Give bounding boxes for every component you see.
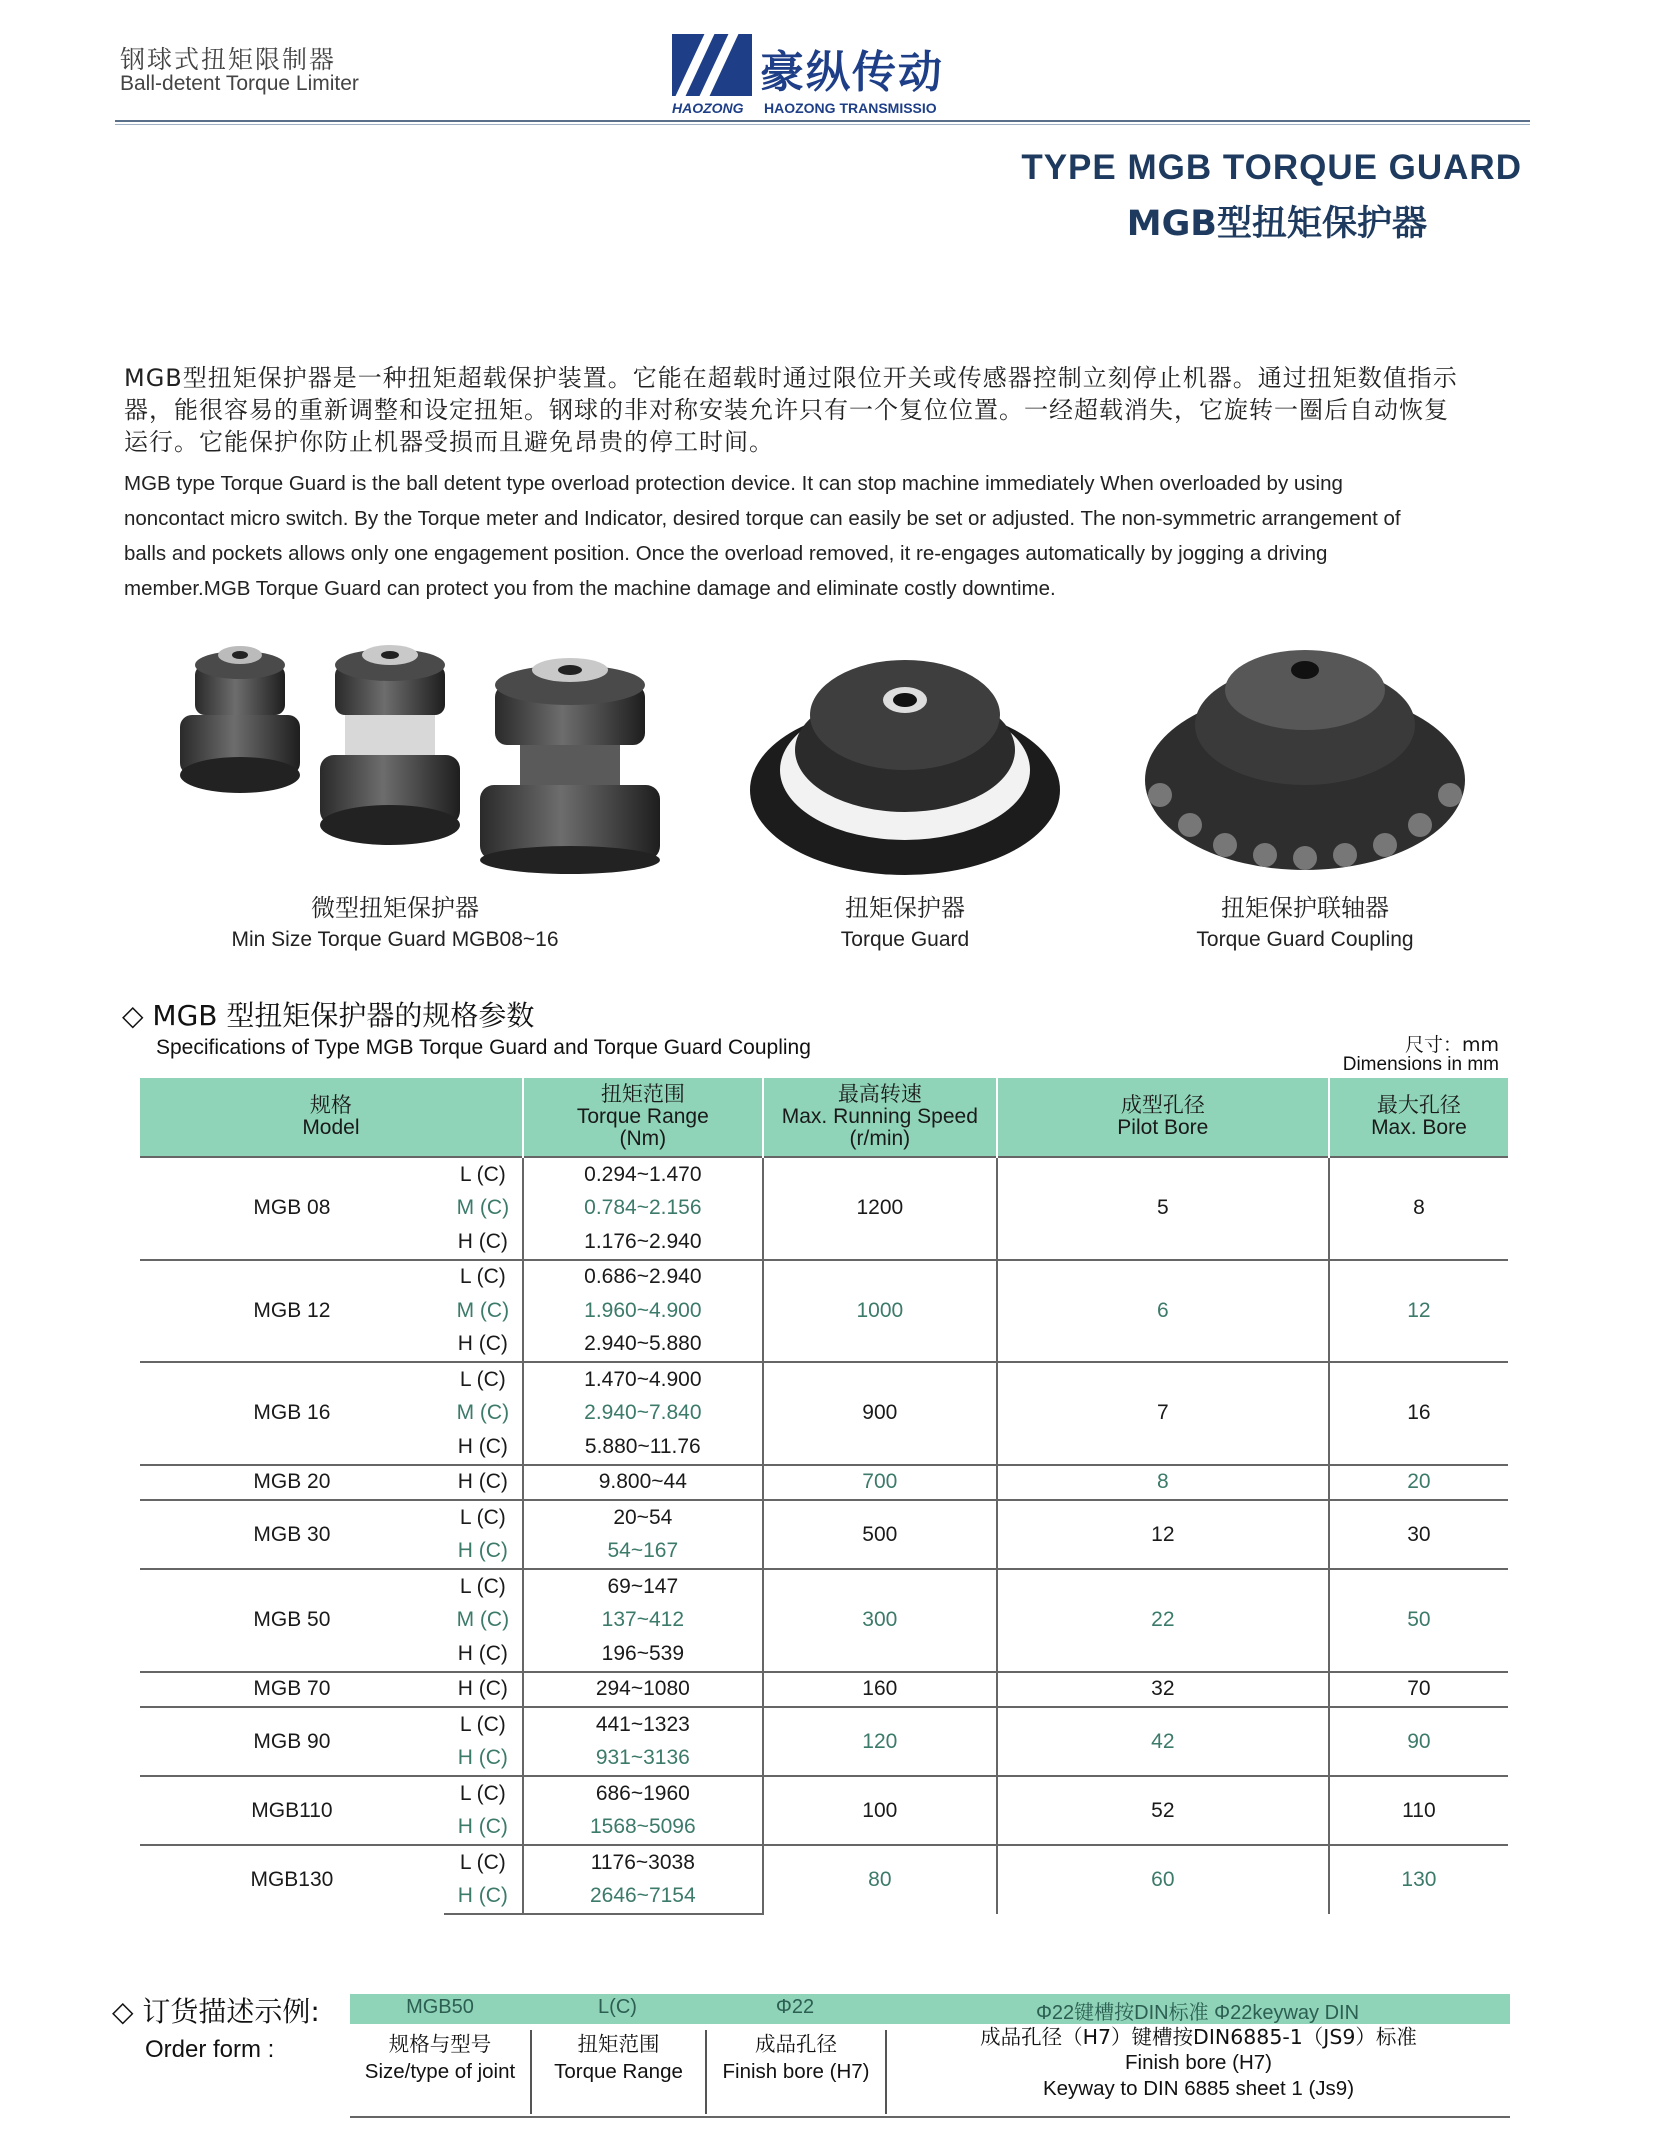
torque-range-cell: 196~539 [523,1637,763,1672]
order-label-range: 扭矩范围 Torque Range [554,2032,683,2083]
subtype-cell: M (C) [456,1196,510,1220]
speed-cell: 100 [763,1776,997,1845]
photo-caption-cn-1: 微型扭矩保护器 [311,894,479,922]
pilot-cell: 32 [997,1672,1329,1708]
page-title-en: TYPE MGB TORQUE GUARD [1021,148,1522,187]
subtype-cell: L (C) [444,1362,523,1397]
table-row [140,1672,1508,1708]
subtype-cell: H (C) [457,1539,508,1563]
model-cell: MGB 30 [140,1500,444,1569]
pilot-cell: 7 [997,1362,1329,1465]
header-pilot-bore: 成型孔径 Pilot Bore [997,1078,1329,1157]
pilot-cell: 5 [997,1157,1329,1260]
spec-heading-en: Specifications of Type MGB Torque Guard and Torque Guard Coupling [156,1036,811,1059]
photo-caption-en-3: Torque Guard Coupling [1196,928,1414,951]
subtype-cell: L (C) [444,1260,523,1295]
brand-name: 豪纵传动 [760,47,944,98]
order-example-bore: Φ22 [775,1996,815,2018]
brand-sub-2: HAOZONG TRANSMISSIO [764,100,937,116]
spec-heading-cn: ◇ MGB 型扭矩保护器的规格参数 [122,999,535,1032]
torque-range-cell: 1.470~4.900 [523,1362,763,1397]
table-row [140,1260,1508,1295]
table-row [140,1500,1508,1535]
torque-range-cell: 9.800~44 [523,1465,763,1501]
torque-range-cell: 69~147 [523,1569,763,1604]
model-cell: MGB 70 [140,1672,444,1708]
pilot-cell: 42 [997,1707,1329,1776]
subtype-cell: M (C) [456,1401,510,1425]
torque-range-cell: 20~54 [523,1500,763,1535]
speed-cell: 1000 [763,1260,997,1363]
speed-cell: 1200 [763,1157,997,1260]
model-cell: MGB130 [140,1845,444,1914]
max-cell: 16 [1329,1362,1508,1465]
intro-text-cn: MGB型扭矩保护器是一种扭矩超载保护装置。它能在超载时通过限位开关或传感器控制立刻停止机器。通过扭矩数值指示器，能很容易的重新调整和设定扭矩。钢球的非对称安装允许只有一个复位位置。一经超载消失，它旋转一圈后自动恢复运行。它能保护你防止机器受损而且避免昂贵的停工时间。 [124,364,1458,456]
photo-caption-en-1: Min Size Torque Guard MGB08~16 [231,928,559,951]
model-cell: MGB 12 [140,1260,444,1363]
speed-cell: 900 [763,1362,997,1465]
speed-cell: 300 [763,1569,997,1672]
subtype-cell: H (C) [457,1746,508,1770]
photo-caption-cn-3: 扭矩保护联轴器 [1221,894,1389,922]
subtype-cell: L (C) [444,1157,523,1192]
subtype-cell: H (C) [457,1229,508,1253]
photo-min-size-torque-guard [175,625,695,875]
subtype-cell: L (C) [444,1500,523,1535]
brand-logo [672,30,972,122]
order-heading-en: Order form : [145,2036,275,2063]
speed-cell: 500 [763,1500,997,1569]
torque-range-cell: 0.686~2.940 [523,1260,763,1295]
model-cell: MGB 16 [140,1362,444,1465]
torque-range-cell: 5.880~11.76 [523,1430,763,1465]
dimension-unit-cn: 尺寸：mm [1404,1034,1499,1056]
max-cell: 50 [1329,1569,1508,1672]
order-example-range: L(C) [598,1996,637,2018]
torque-range-cell: 686~1960 [523,1776,763,1811]
speed-cell: 160 [763,1672,997,1708]
torque-range-cell: 441~1323 [523,1707,763,1742]
model-cell: MGB 20 [140,1465,444,1501]
subtype-cell: M (C) [456,1608,510,1632]
order-example-keyway: Φ22键槽按DIN标准 Φ22keyway DIN [1035,2002,1360,2024]
max-cell: 8 [1329,1157,1508,1260]
subtype-cell: H (C) [444,1465,523,1501]
max-cell: 30 [1329,1500,1508,1569]
max-cell: 70 [1329,1672,1508,1708]
header-model: 规格 Model [140,1078,523,1157]
photo-torque-guard-coupling [1140,630,1470,880]
torque-range-cell: 2646~7154 [523,1880,763,1915]
logo-mark-icon [672,34,752,96]
photo-torque-guard [745,630,1065,880]
order-example-model: MGB50 [406,1996,474,2018]
torque-range-cell: 0.294~1.470 [523,1157,763,1192]
torque-range-cell: 1.960~4.900 [523,1294,763,1328]
subtype-cell: H (C) [457,1641,508,1665]
model-cell: MGB 90 [140,1707,444,1776]
torque-range-cell: 54~167 [523,1535,763,1570]
torque-range-cell: 931~3136 [523,1742,763,1777]
page-title-cn: MGB型扭矩保护器 [1126,204,1427,244]
model-cell: MGB110 [140,1776,444,1845]
table-row [140,1465,1508,1501]
header-divider [115,120,1530,122]
max-cell: 12 [1329,1260,1508,1363]
subtype-cell: L (C) [444,1569,523,1604]
photo-caption-cn-2: 扭矩保护器 [845,894,965,922]
model-cell: MGB 50 [140,1569,444,1672]
torque-range-cell: 1568~5096 [523,1811,763,1846]
torque-range-cell: 2.940~7.840 [523,1397,763,1431]
model-cell: MGB 08 [140,1157,444,1260]
max-cell: 20 [1329,1465,1508,1501]
torque-range-cell: 0.784~2.156 [523,1192,763,1226]
dimension-unit-en: Dimensions in mm [1342,1054,1499,1075]
subtype-cell: M (C) [456,1298,510,1322]
table-row [140,1707,1508,1742]
pilot-cell: 8 [997,1465,1329,1501]
subtype-cell: H (C) [457,1332,508,1356]
pilot-cell: 12 [997,1500,1329,1569]
table-row [140,1362,1508,1397]
subtype-cell: L (C) [444,1776,523,1811]
order-label-bore: 成品孔径 Finish bore (H7) [722,2032,870,2083]
subtype-cell: L (C) [444,1707,523,1742]
torque-range-cell: 1176~3038 [523,1845,763,1880]
photo-caption-en-2: Torque Guard [840,928,970,951]
table-row [140,1157,1508,1192]
spec-table [140,1078,1508,1915]
max-cell: 130 [1329,1845,1508,1914]
pilot-cell: 52 [997,1776,1329,1845]
brand-sub-1: HAOZONG [672,100,744,116]
header-torque-range: 扭矩范围 Torque Range (Nm) [523,1078,763,1157]
pilot-cell: 60 [997,1845,1329,1914]
order-label-keyway: 成品孔径（H7）键槽按DIN6885-1（JS9）标准 Finish bore (H7) Keyway to DIN 6885 sheet 1 (Js9) [980,2025,1417,2100]
table-row [140,1776,1508,1811]
torque-range-cell: 294~1080 [523,1672,763,1708]
torque-range-cell: 137~412 [523,1604,763,1638]
order-bottom-line [350,2116,1510,2118]
speed-cell: 120 [763,1707,997,1776]
subtype-cell: H (C) [444,1880,523,1915]
torque-range-cell: 1.176~2.940 [523,1225,763,1260]
header-divider-thin [115,124,1530,125]
pilot-cell: 6 [997,1260,1329,1363]
intro-text-en: MGB type Torque Guard is the ball detent type overload protection device. It can stop machine immediately When overloaded by using noncontact micro switch. By the Torque meter and Indicator, desired torque can easily be set or adjusted. The non-symmetric arrangement of balls and pockets allows only one engagement position. Once the overload removed, it re-engages automatically by jogging a driving member.MGB Torque Guard can protect you from the machine damage and eliminate costly downtime. [124,472,1401,600]
subtype-cell: H (C) [457,1815,508,1839]
table-row [140,1845,1508,1880]
subtype-cell: H (C) [457,1434,508,1458]
pilot-cell: 22 [997,1569,1329,1672]
speed-cell: 700 [763,1465,997,1501]
spec-table-body [140,1157,1508,1914]
product-type-en: Ball-detent Torque Limiter [120,72,359,95]
max-cell: 110 [1329,1776,1508,1845]
product-type-cn: 钢球式扭矩限制器 [120,45,337,74]
header-max-speed: 最高转速 Max. Running Speed (r/min) [763,1078,997,1157]
order-heading-cn: ◇ 订货描述示例: [112,1995,320,2028]
max-cell: 90 [1329,1707,1508,1776]
header-max-bore: 最大孔径 Max. Bore [1329,1078,1508,1157]
table-row [140,1569,1508,1604]
speed-cell: 80 [763,1845,997,1914]
subtype-cell: L (C) [444,1845,523,1880]
spec-table-header [140,1078,1508,1157]
torque-range-cell: 2.940~5.880 [523,1328,763,1363]
order-label-size: 规格与型号 Size/type of joint [364,2032,516,2083]
subtype-cell: H (C) [444,1672,523,1708]
